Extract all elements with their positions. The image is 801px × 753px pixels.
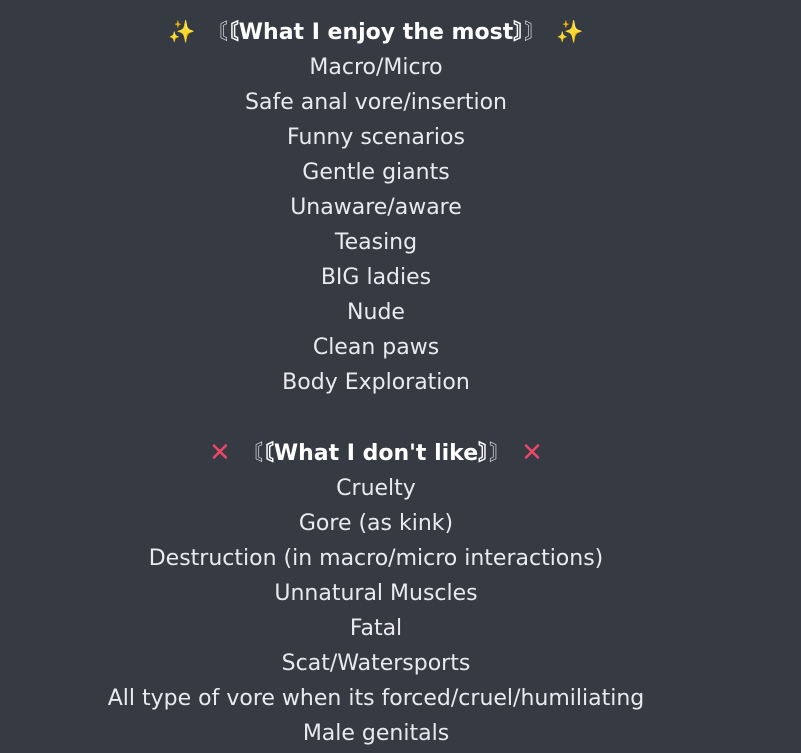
likes-bracket-open: 〘 (205, 20, 228, 45)
dislike-item: Cruelty (336, 476, 416, 501)
dislikes-heading (0, 436, 752, 471)
dislike-item: Unnatural Muscles (274, 581, 478, 606)
like-item: Nude (347, 300, 405, 325)
dislikes-bracket-open: 〘 (240, 441, 263, 466)
section-spacer (0, 400, 752, 436)
dislike-item: Destruction (in macro/micro interactions) (148, 546, 604, 571)
dislike-item: Male genitals (302, 721, 450, 746)
like-item: Body Exploration (282, 370, 470, 395)
like-item: Macro/Micro (309, 55, 443, 80)
like-item: Funny scenarios (287, 125, 465, 150)
sparkles-icon: ✨ (556, 20, 584, 45)
like-item: Unaware/aware (290, 195, 462, 220)
cross-mark-icon: ✕ (209, 438, 231, 468)
bio-text (0, 15, 752, 751)
like-item: BIG ladies (320, 265, 432, 290)
likes-bracket-close: 〙 (524, 20, 547, 45)
like-item: Gentle giants (302, 160, 450, 185)
likes-heading (0, 15, 752, 50)
like-item: Teasing (334, 230, 418, 255)
dislike-item: Gore (as kink) (298, 511, 454, 536)
dislike-item: Fatal (349, 616, 403, 641)
dislike-item: Scat/Watersports (281, 651, 471, 676)
cross-mark-icon: ✕ (521, 438, 543, 468)
sparkles-icon: ✨ (168, 20, 196, 45)
like-item: Safe anal vore/insertion (245, 90, 507, 115)
dislike-item: All type of vore when its forced/cruel/humiliating (107, 686, 645, 711)
dislikes-title: 〘What I don't like〙 (262, 441, 490, 466)
likes-title: 〘What I enjoy the most〙 (227, 20, 525, 45)
like-item: Clean paws (312, 335, 440, 360)
dislikes-bracket-close: 〙 (489, 441, 512, 466)
